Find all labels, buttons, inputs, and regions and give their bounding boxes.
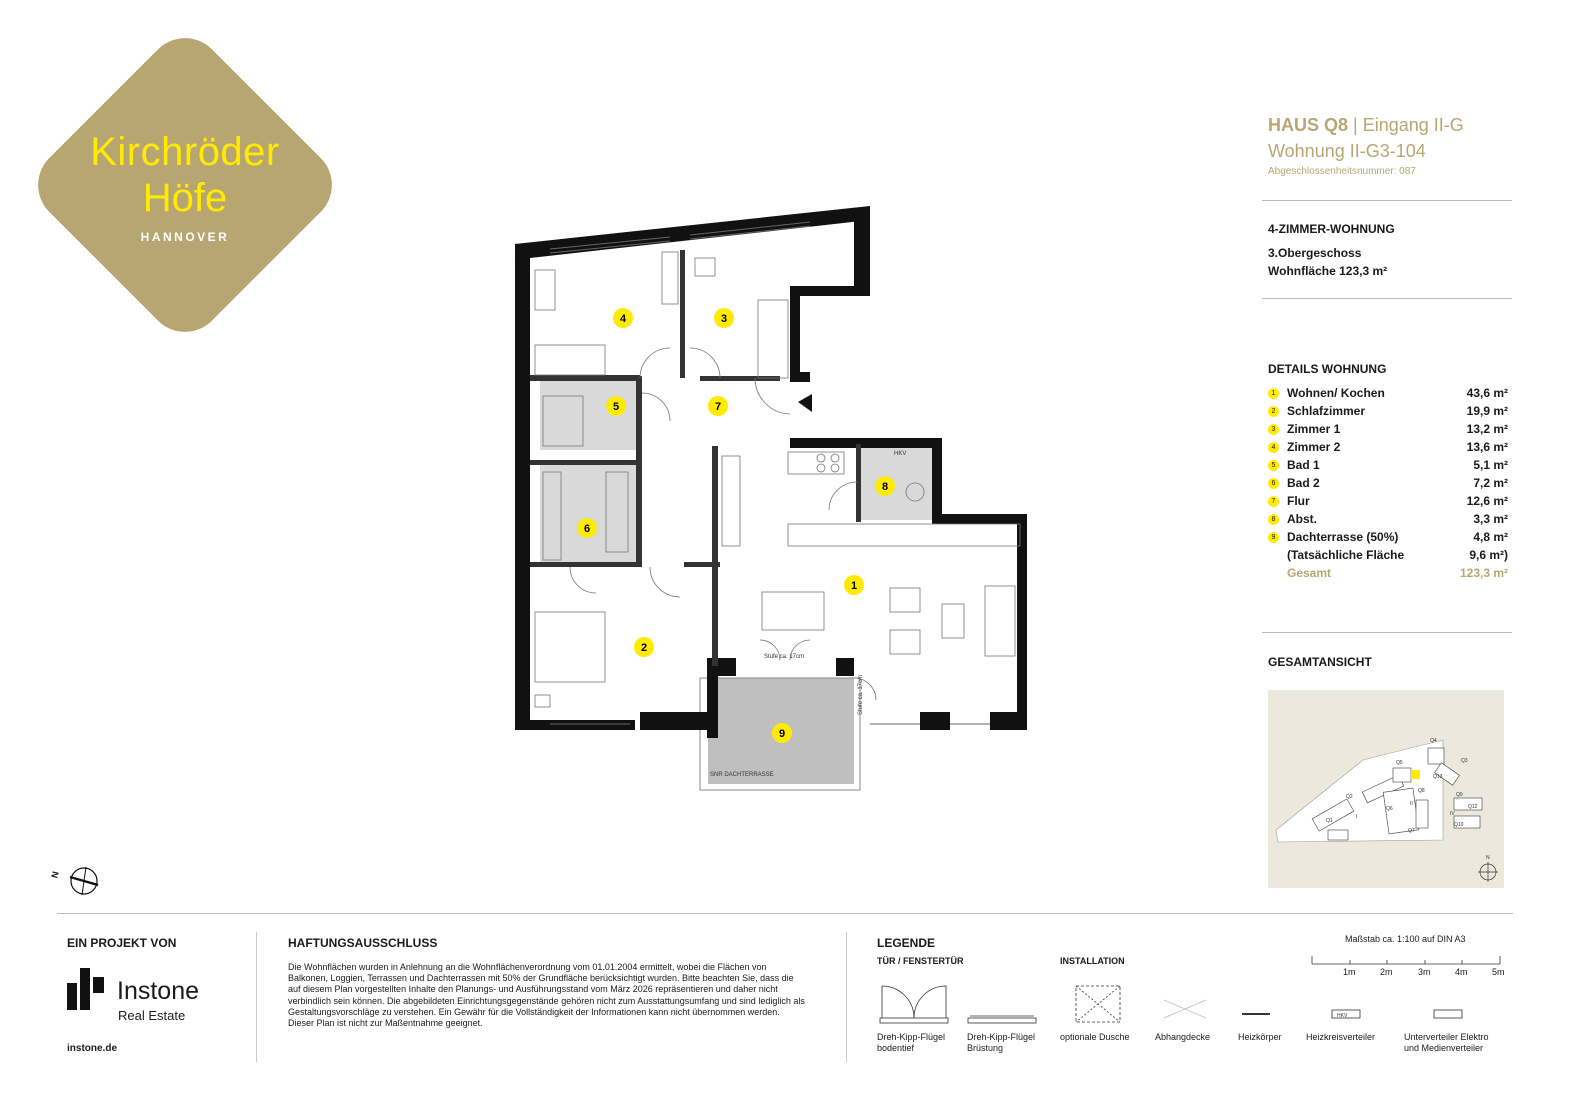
room-number: 9 (1268, 532, 1279, 543)
divider (1262, 200, 1512, 201)
bath2-floor (540, 465, 638, 563)
room-number: 7 (1268, 496, 1279, 507)
room-area: 19,9 m² (1466, 404, 1508, 418)
site-label: Q1 (1326, 818, 1333, 824)
room-number: 3 (1268, 424, 1279, 435)
room-marker-7: 7 (714, 401, 722, 413)
room-marker-6: 6 (583, 523, 591, 535)
total-name: Gesamt (1287, 566, 1332, 580)
legend-label (1306, 1032, 1375, 1043)
disclaimer-heading: HAFTUNGSAUSSCHLUSS (288, 936, 438, 950)
legend-label-line1: Heizkreisverteiler (1306, 1032, 1376, 1042)
room-row (1268, 404, 1508, 422)
room-name: Zimmer 1 (1287, 422, 1341, 436)
room-name: Bad 1 (1287, 458, 1320, 472)
divider (1262, 632, 1512, 633)
room-row (1268, 476, 1508, 494)
room-number: 2 (1268, 406, 1279, 417)
legend-label (967, 1032, 1035, 1054)
footer-separator (256, 932, 257, 1062)
room-row-actual (1268, 548, 1508, 566)
scale-tick: 4m (1455, 967, 1468, 977)
legend-label-line1: Unterverteiler Elektro (1404, 1032, 1489, 1042)
footer-divider (57, 913, 1513, 914)
scale-label: Maßstab ca. 1:100 auf DIN A3 (1345, 934, 1466, 944)
room-number: 8 (1268, 514, 1279, 525)
room-number: 6 (1268, 478, 1279, 489)
room-area: 5,1 m² (1473, 458, 1508, 472)
step-label: Stufe ca. 17cm (764, 654, 805, 660)
room-row (1268, 530, 1508, 548)
legend-label-line2: Brüstung (967, 1043, 1004, 1053)
room-area: 7,2 m² (1473, 476, 1508, 490)
room-area: 13,6 m² (1466, 440, 1508, 454)
logo-line2: Höfe (142, 176, 228, 220)
site-label: Q6 (1386, 806, 1393, 812)
logo-city: HANNOVER (140, 230, 230, 244)
disclaimer-text: Die Wohnflächen wurden in Anlehnung an die Wohnflächenverordnung vom 01.01.2004 ermittelt, wobei die Flächen von Balkonen, Loggien, Terrassen und Dachterrassen mit 50% der Grundfläche berücksichtigt wurden. Bitte beachten Sie, dass die auf diesem Plan vorgestellten Inhalte den Planungs- und Ausführungsstand vom März 2026 repräsentieren und daher nicht verbindlich sein können. Die abgebildeten Einrichtungsgegenstände gehören nicht zum Ausstattungsumfang und sind lediglich als Gestaltungsvorschläge zu verstehen. Ein Gewähr für die Vollständigkeit der Informationen kann nicht übernommen werden. Dieser Plan ist nicht zur Maßentnahme geeignet. (288, 962, 805, 1029)
room-marker-2: 2 (640, 642, 648, 654)
site-label: I (1356, 814, 1358, 820)
room-area: 13,2 m² (1466, 422, 1508, 436)
site-overview-map (1268, 690, 1504, 888)
legend-label (1060, 1032, 1130, 1043)
unit-name: Wohnung II-G3-104 (1268, 141, 1426, 161)
scale-tick: 1m (1343, 967, 1356, 977)
compass-north-label: N (49, 870, 61, 880)
site-label: Q2 (1346, 794, 1353, 800)
site-highlight (1411, 770, 1420, 779)
floor-plan (490, 200, 1050, 800)
company-link[interactable]: instone.de (67, 1043, 118, 1054)
legend-label-line1: Heizkörper (1238, 1032, 1282, 1042)
site-label: Q4 (1430, 738, 1437, 744)
total-area: 123,3 m² (1459, 566, 1508, 580)
scale-tick: 2m (1380, 967, 1393, 977)
floor: 3.Obergeschoss (1268, 246, 1362, 260)
site-label: Q13 (1433, 774, 1443, 780)
scale-bar (1310, 954, 1505, 968)
room-marker-1: 1 (850, 580, 858, 592)
room-area: 12,6 m² (1466, 494, 1508, 508)
room-row (1268, 458, 1508, 476)
site-label: Q10 (1454, 822, 1464, 828)
logo-line1: Kirchröder (90, 130, 280, 174)
room-marker-4: 4 (619, 313, 627, 325)
window-parapet-symbol-icon (968, 1018, 1036, 1023)
divider (1262, 298, 1512, 299)
room-name: (Tatsächliche Fläche (1287, 548, 1405, 562)
site-label: Q12 (1468, 804, 1478, 810)
legend-heading: LEGENDE (877, 936, 936, 950)
living-area: Wohnfläche 123,3 m² (1268, 264, 1388, 278)
legend-install-heading: INSTALLATION (1060, 956, 1125, 966)
room-row (1268, 386, 1508, 404)
footer-separator (846, 932, 847, 1062)
room-area: 3,3 m² (1473, 512, 1508, 526)
site-label: IV (1450, 811, 1455, 817)
apartment-type: 4-ZIMMER-WOHNUNG (1268, 222, 1395, 236)
room-area: 9,6 m²) (1469, 548, 1508, 562)
company-name: Instone (117, 977, 200, 1005)
instone-logo-icon (67, 968, 105, 1010)
house-name: HAUS Q8 (1268, 115, 1349, 135)
terrace-label: SNR DACHTERRASSE (710, 772, 774, 778)
room-name: Wohnen/ Kochen (1287, 386, 1385, 400)
room-name: Bad 2 (1287, 476, 1320, 490)
legend-label-line1: Dreh-Kipp-Flügel (967, 1032, 1036, 1042)
site-label: Q9 (1456, 792, 1463, 798)
room-name: Dachterrasse (50%) (1287, 530, 1399, 544)
site-label: Q8 (1418, 788, 1425, 794)
hkv-label: HKV (894, 451, 907, 457)
site-label: Q5 (1396, 760, 1403, 766)
legend-label-line2: und Medienverteiler (1404, 1043, 1484, 1053)
legend-label (1155, 1032, 1210, 1043)
room-marker-8: 8 (881, 481, 889, 493)
legend-door-heading: TÜR / FENSTERTÜR (877, 956, 964, 966)
scale-tick: 3m (1418, 967, 1431, 977)
room-marker-9: 9 (778, 728, 786, 740)
legend-label (1404, 1032, 1489, 1054)
scale-tick: 5m (1492, 967, 1505, 977)
room-marker-3: 3 (720, 313, 728, 325)
legend-label (1238, 1032, 1282, 1043)
room-area: 43,6 m² (1466, 386, 1508, 400)
site-map-svg (1268, 690, 1504, 888)
step-label: Stufe ca. 17cm (858, 674, 864, 715)
legend-label (877, 1032, 945, 1054)
company-subtitle: Real Estate (118, 1008, 186, 1023)
legend-label-line1: Dreh-Kipp-Flügel (877, 1032, 946, 1042)
site-label: Q3 (1461, 758, 1468, 764)
room-row-total (1268, 566, 1508, 584)
overview-heading: GESAMTANSICHT (1268, 655, 1372, 669)
room-area: 4,8 m² (1473, 530, 1508, 544)
room-row (1268, 440, 1508, 458)
legend-symbols (872, 980, 1512, 1030)
legend-label-line1: optionale Dusche (1060, 1032, 1130, 1042)
room-number: 4 (1268, 442, 1279, 453)
site-north-label: N (1486, 855, 1490, 861)
entrance: | Eingang II-G (1353, 115, 1464, 135)
project-heading: EIN PROJEKT VON (67, 936, 177, 950)
hkv-symbol-label: HKV (1337, 1013, 1348, 1019)
site-label: Q7 (1408, 828, 1415, 834)
electric-distributor-icon (1434, 1010, 1462, 1018)
room-marker-5: 5 (612, 401, 620, 413)
details-heading: DETAILS WOHNUNG (1268, 362, 1387, 376)
storage-floor (860, 448, 932, 520)
room-name: Abst. (1287, 512, 1317, 526)
legend-label-line2: bodentief (877, 1043, 915, 1053)
room-name: Zimmer 2 (1287, 440, 1341, 454)
house-title (1268, 115, 1464, 136)
unit-number: Abgeschlossenheitsnummer: 087 (1268, 166, 1416, 177)
room-row (1268, 422, 1508, 440)
door-floor-symbol-icon (880, 1018, 948, 1023)
legend-label-line1: Abhangdecke (1155, 1032, 1211, 1042)
room-name: Schlafzimmer (1287, 404, 1366, 418)
room-row (1268, 494, 1508, 512)
north-compass-icon (48, 862, 104, 902)
room-number: 1 (1268, 388, 1279, 399)
site-label: II (1410, 801, 1413, 807)
logo (40, 130, 330, 244)
room-number: 5 (1268, 460, 1279, 471)
bath1-floor (540, 380, 638, 450)
room-name: Flur (1287, 494, 1310, 508)
room-row (1268, 512, 1508, 530)
